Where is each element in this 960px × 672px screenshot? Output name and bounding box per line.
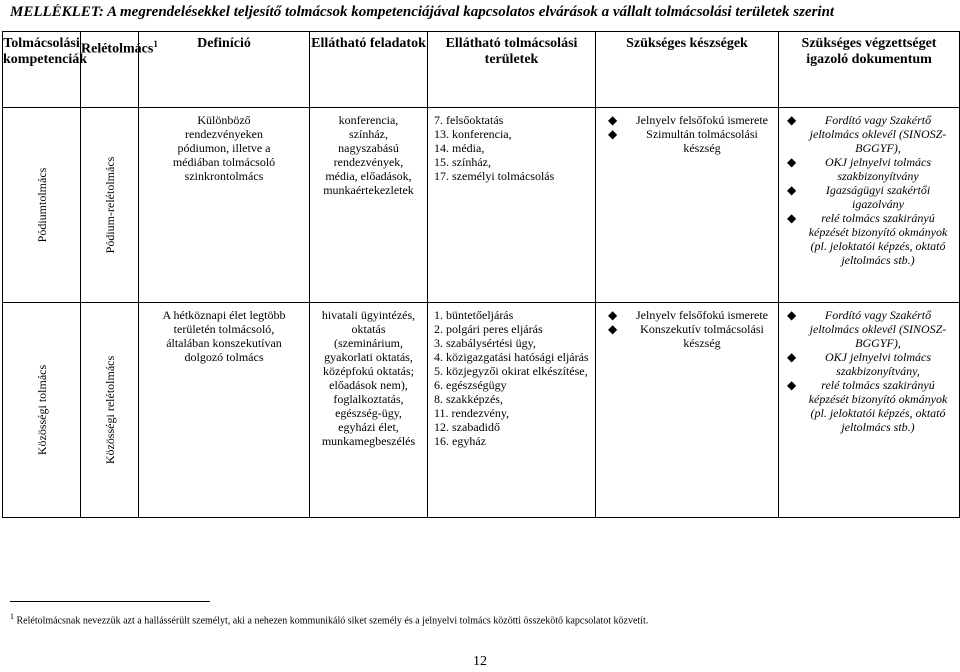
document-item: ◆ Igazságügyi szakértői igazolvány — [787, 183, 931, 211]
area-item: 14. média, — [434, 141, 485, 155]
areas-cell — [428, 303, 596, 518]
page-number: 12 — [473, 654, 487, 669]
areas-cell — [428, 108, 596, 303]
area-item: 4. közigazgatási hatósági eljárás — [434, 350, 589, 364]
area-item: 3. szabálysértési ügy, — [434, 336, 536, 350]
footnote: $^1$ Relétolmácsnak nevezzük azt a hallássérült személyt, aki a nehezen kommunikáló siket személy és a jelnyelvi tolmács közötti összekötő kapcsolatot közvetít. — [10, 612, 649, 627]
area-item: 16. egyház — [434, 434, 486, 448]
bullet-icon: ◆ — [787, 113, 797, 127]
competence-cell: Pódiumtolmács — [3, 108, 81, 303]
area-item: 7. felsőoktatás — [434, 113, 504, 127]
bullet-icon: ◆ — [608, 113, 618, 127]
bullet-icon: ◆ — [787, 211, 797, 225]
documents-cell — [779, 303, 960, 518]
bullet-icon: ◆ — [608, 322, 618, 336]
area-item: 1. büntetőeljárás — [434, 308, 514, 322]
bullet-icon: ◆ — [787, 378, 797, 392]
definition-cell: Különböző rendezvényeken pódiumon, illetve a médiában tolmácsoló szinkrontolmács — [139, 108, 310, 303]
document-item: ◆ relé tolmács szakirányú képzését bizonyító okmányok (pl. jeloktatói képzés, oktató jeltolmács stb.) — [787, 378, 948, 434]
area-item: 11. rendezvény, — [434, 406, 510, 420]
area-item: 6. egészségügy — [434, 378, 507, 392]
bullet-icon: ◆ — [787, 155, 797, 169]
header-relay: Relétolmács$^1$ — [81, 32, 139, 108]
table-row — [3, 108, 960, 303]
header-row — [3, 32, 960, 108]
header-tasks: Ellátható feladatok — [310, 32, 428, 108]
footnote-divider — [10, 601, 210, 602]
header-competence: Tolmácsolási kompetenciák — [3, 32, 81, 108]
tasks-cell: konferencia, színház, nagyszabású rendezvények, média, előadások, munkaértekezletek — [310, 108, 428, 303]
bullet-icon: ◆ — [787, 183, 797, 197]
bullet-icon: ◆ — [787, 308, 797, 322]
document-item: ◆ relé tolmács szakirányú képzését bizonyító okmányok (pl. jeloktatói képzés, oktató jeltolmács stb.) — [787, 211, 948, 267]
area-item: 12. szabadidő — [434, 420, 500, 434]
document-item: ◆ Fordító vagy Szakértő jeltolmács oklevél (SINOSZ-BGGYF), — [787, 113, 947, 155]
skills-cell — [596, 303, 779, 518]
document-item: ◆ Fordító vagy Szakértő jeltolmács oklevél (SINOSZ-BGGYF), — [787, 308, 947, 350]
header-definition: Definíció — [139, 32, 310, 108]
header-skills: Szükséges készségek — [596, 32, 779, 108]
header-documents: Szükséges végzettséget igazoló dokumentum — [779, 32, 960, 108]
tasks-cell: hivatali ügyintézés, oktatás (szeminárium, gyakorlati oktatás, középfokú oktatás; előadások nem), foglalkoztatás, egészség-ügy, egyházi élet, munkamegbeszélés — [310, 303, 428, 518]
bullet-icon: ◆ — [608, 127, 618, 141]
skill-item: ◆ Jelnyelv felsőfokú ismerete — [608, 308, 768, 322]
competence-cell: Közösségi tolmács — [3, 303, 81, 518]
definition-cell: A hétköznapi élet legtöbb területén tolmácsoló, általában konszekutívan dolgozó tolmács — [139, 303, 310, 518]
documents-cell — [779, 108, 960, 303]
skills-cell — [596, 108, 779, 303]
document-item: ◆ OKJ jelnyelvi tolmács szakbizonyítvány — [787, 155, 931, 183]
document-title: MELLÉKLET: A megrendelésekkel teljesítő tolmácsok kompetenciájával kapcsolatos elvárások a vállalt tolmácsolási területek szerint — [10, 4, 835, 20]
area-item: 17. személyi tolmácsolás — [434, 169, 555, 183]
competence-table — [2, 31, 960, 518]
area-item: 5. közjegyzői okirat elkészítése, — [434, 364, 588, 378]
area-item: 2. polgári peres eljárás — [434, 322, 543, 336]
relay-cell: Közösségi relétolmács — [81, 303, 139, 518]
skill-item: ◆ Jelnyelv felsőfokú ismerete — [608, 113, 768, 127]
header-areas: Ellátható tolmácsolási területek — [428, 32, 596, 108]
bullet-icon: ◆ — [787, 350, 797, 364]
skill-item: ◆ Szimultán tolmácsolási készség — [608, 127, 758, 155]
area-item: 13. konferencia, — [434, 127, 512, 141]
document-item: ◆ OKJ jelnyelvi tolmács szakbizonyítvány, — [787, 350, 931, 378]
relay-cell: Pódium-relétolmács — [81, 108, 139, 303]
table-row — [3, 303, 960, 518]
area-item: 15. színház, — [434, 155, 491, 169]
skill-item: ◆ Konszekutív tolmácsolási készség — [608, 322, 764, 350]
area-item: 8. szakképzés, — [434, 392, 503, 406]
bullet-icon: ◆ — [608, 308, 618, 322]
